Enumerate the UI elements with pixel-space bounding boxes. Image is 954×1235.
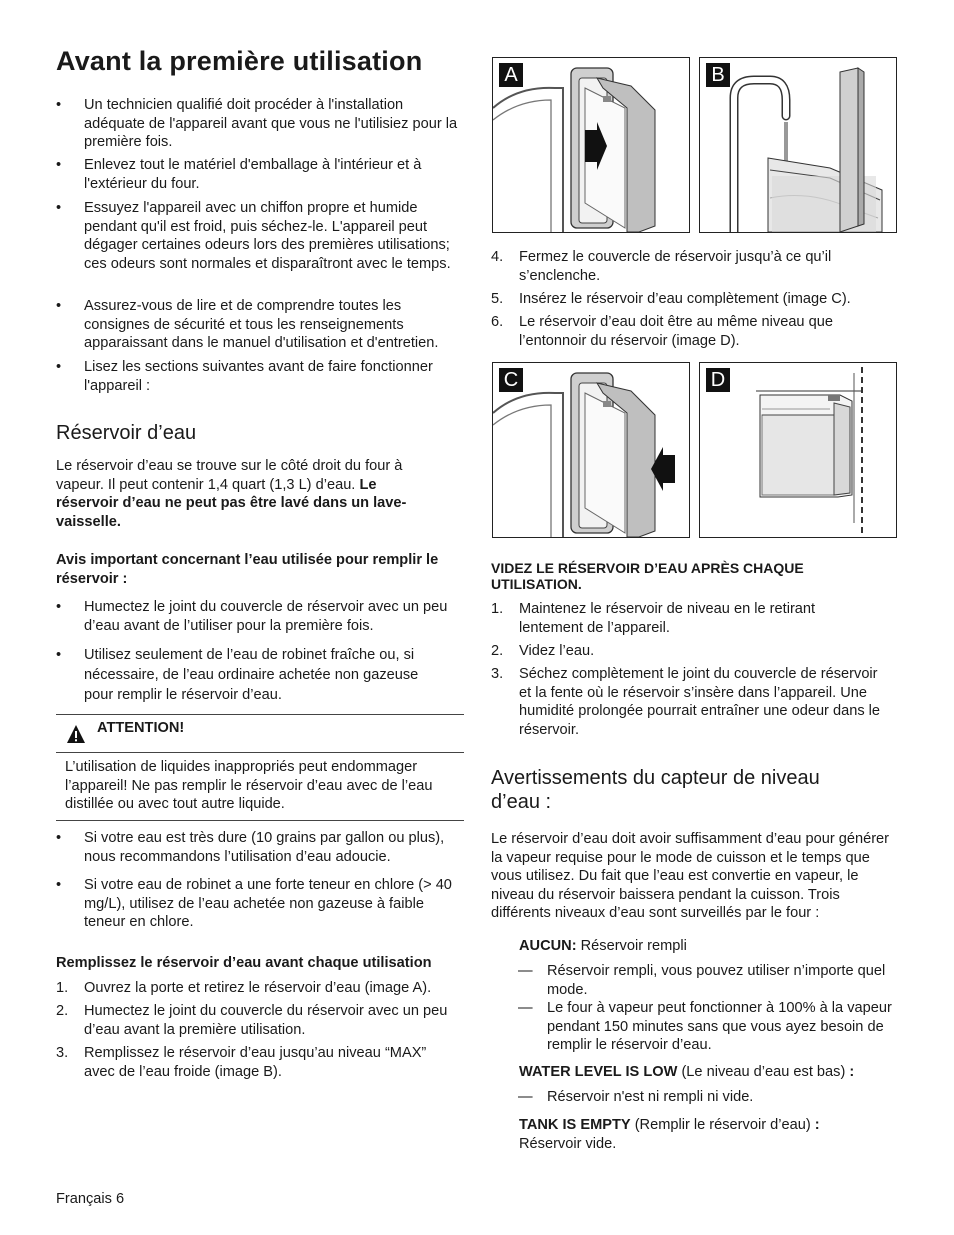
figure-c xyxy=(492,362,690,538)
figure-label-d: D xyxy=(706,368,730,392)
figure-label-b: B xyxy=(706,63,730,87)
list-item: 1. Ouvrez la porte et retirez le réservoir d’eau (image A). xyxy=(56,980,432,996)
list-item: • Assurez-vous de lire et de comprendre toutes les consignes de sécurité et tous les renseignements apparaissant dans le manuel d'utilisation et d'entretien. xyxy=(56,298,439,352)
list-item: • Si votre eau est très dure (10 grains par gallon ou plus), nous recommandons l’utilisation d’eau adoucie. xyxy=(56,830,445,865)
warning-triangle-icon xyxy=(66,724,86,744)
attention-label: ATTENTION! xyxy=(97,720,185,736)
attention-text: L’utilisation de liquides inappropriés peut endommager l’appareil! Ne pas remplir le réservoir d’eau avec de l’eau distillée ou avec tout autre liquide. xyxy=(65,759,433,813)
section-heading-sensor: Avertissements du capteur de niveau d’eau : xyxy=(491,767,820,813)
attention-top-rule xyxy=(56,714,464,715)
figure-b xyxy=(699,57,897,233)
list-item: • Humectez le joint du couvercle de réservoir avec un peu d’eau avant de l’utiliser pour la première fois. xyxy=(56,599,448,634)
figure-d xyxy=(699,362,897,538)
list-item: — Réservoir n'est ni rempli ni vide. xyxy=(518,1089,754,1105)
attention-mid-rule xyxy=(56,752,464,753)
notice-heading: Avis important concernant l’eau utilisée pour remplir le réservoir : xyxy=(56,552,439,587)
bullet-marker: • xyxy=(56,830,62,846)
bullet-marker: • xyxy=(56,647,62,663)
figure-a xyxy=(492,57,690,233)
sensor-intro: Le réservoir d’eau doit avoir suffisamment d’eau pour générer la vapeur requise pour le mode de cuisson et le temps que vous utilisez. Du fait que l’eau est convertie en vapeur, le niveau du réservoir baissera pendant la cuisson. Trois différents niveaux d’eau sont surveillés par le four : xyxy=(491,831,890,922)
list-item: • Utilisez seulement de l’eau de robinet fraîche ou, si nécessaire, de l’eau ordinaire achetée non gazeuse pour remplir le réservoir d’eau. xyxy=(56,647,419,703)
empty-heading: VIDEZ LE RÉSERVOIR D’EAU APRÈS CHAQUE UTILISATION. xyxy=(491,560,804,592)
fill-heading: Remplissez le réservoir d’eau avant chaque utilisation xyxy=(56,955,432,971)
list-item: • Si votre eau de robinet a une forte teneur en chlore (> 40 mg/L), utilisez de l’eau achetée non gazeuse à faible teneur en chlore. xyxy=(56,877,452,931)
page-title: Avant la première utilisation xyxy=(56,46,423,76)
list-item: • Un technicien qualifié doit procéder à l'installation adéquate de l'appareil avant que vous ne l'utilisiez pour la première fois. xyxy=(56,97,458,151)
bullet-marker: • xyxy=(56,599,62,615)
list-item: 1. Maintenez le réservoir de niveau en le retirant lentement de l’appareil. xyxy=(491,601,816,636)
sensor-low-line: WATER LEVEL IS LOW (Le niveau d’eau est bas) : xyxy=(519,1064,855,1080)
bullet-marker: • xyxy=(56,97,62,113)
figure-label-c: C xyxy=(499,368,523,392)
attention-bottom-rule xyxy=(56,820,464,821)
list-item: 4. Fermez le couvercle de réservoir jusqu’à ce qu’il s’enclenche. xyxy=(491,249,832,284)
section-heading-reservoir: Réservoir d’eau xyxy=(56,422,197,444)
list-item: • Enlevez tout le matériel d'emballage à l'intérieur et à l'extérieur du four. xyxy=(56,157,422,192)
list-item: 2. Videz l’eau. xyxy=(491,643,595,659)
list-item: — Le four à vapeur peut fonctionner à 100% à la vapeur pendant 150 minutes sans que vous ayez besoin de remplir le réservoir d’eau. xyxy=(518,1000,892,1054)
bullet-marker: • xyxy=(56,157,62,173)
bullet-marker: • xyxy=(56,200,62,216)
list-item: — Réservoir rempli, vous pouvez utiliser n’importe quel mode. xyxy=(518,963,886,998)
reservoir-paragraph: Le réservoir d’eau se trouve sur le côté droit du four à vapeur. Il peut contenir 1,4 quart (1,3 L) d’eau. Le réservoir d’eau ne peut pas être lavé dans un lave-vaisselle. xyxy=(56,458,407,530)
bullet-marker: • xyxy=(56,359,62,375)
bullet-marker: • xyxy=(56,877,62,893)
figure-label-a: A xyxy=(499,63,523,87)
sensor-none-line: AUCUN: Réservoir rempli xyxy=(519,938,687,954)
list-item: 2. Humectez le joint du couvercle du réservoir avec un peu d’eau avant la première utilisation. xyxy=(56,1003,448,1038)
list-item: • Essuyez l'appareil avec un chiffon propre et humide pendant qu'il est froid, puis séchez-le. L'appareil peut dégager certaines odeurs lors des premières utilisations; ces odeurs sont normales et disparaîtront avec le temps. xyxy=(56,200,451,272)
list-item: 6. Le réservoir d’eau doit être au même niveau que l’entonnoir du réservoir (image D). xyxy=(491,314,833,349)
sensor-empty-line: TANK IS EMPTY (Remplir le réservoir d’eau) : Réservoir vide. xyxy=(519,1117,820,1152)
page-footer: Français 6 xyxy=(56,1191,125,1207)
list-item: 5. Insérez le réservoir d’eau complètement (image C). xyxy=(491,291,851,307)
bullet-marker: • xyxy=(56,298,62,314)
list-item: 3. Remplissez le réservoir d’eau jusqu’au niveau “MAX” avec de l’eau froide (image B). xyxy=(56,1045,427,1080)
list-item: • Lisez les sections suivantes avant de faire fonctionner l'appareil : xyxy=(56,359,433,394)
list-item: 3. Séchez complètement le joint du couvercle de réservoir et la fente où le réservoir s’insère dans l’appareil. Une humidité prolongée pourrait entraîner une odeur dans le réservoir. xyxy=(491,666,881,738)
